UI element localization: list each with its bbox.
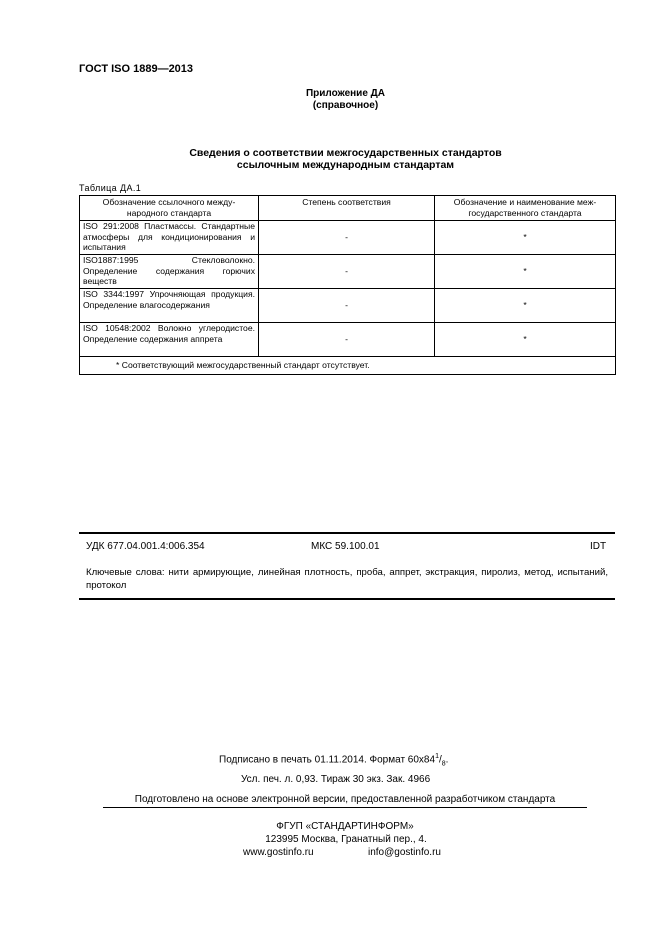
cell-interstate: * <box>435 323 616 357</box>
keywords: Ключевые слова: нити армирующие, линейная плотность, проба, аппрет, экстракция, пиролиз, метод, испытаний, протокол <box>86 567 608 591</box>
column-header-reference: Обозначение ссылочного между-народного стандарта <box>80 196 259 221</box>
appendix-title: Приложение ДА <box>305 88 386 99</box>
publisher-website[interactable]: www.gostinfo.ru <box>243 847 314 858</box>
table-caption: Таблица ДА.1 <box>79 183 142 193</box>
section-title <box>0 147 661 171</box>
table-header-row <box>80 196 616 221</box>
appendix-heading <box>0 88 661 112</box>
prepared-divider <box>103 807 587 808</box>
standard-designation: ГОСТ ISO 1889—2013 <box>79 63 194 75</box>
appendix-subtitle: (справочное) <box>312 100 379 111</box>
cell-interstate: * <box>435 255 616 289</box>
format-numerator: 1 <box>435 753 439 760</box>
cell-reference: ISO 3344:1997 Упрочняющая продукция. Определение влагосодержания <box>80 289 259 323</box>
cell-reference: ISO1887:1995 Стекловолокно. Определение содержания горючих веществ <box>80 255 259 289</box>
correspondence-table <box>79 195 616 375</box>
publisher-address: 123995 Москва, Гранатный пер., 4. <box>265 834 427 845</box>
cell-degree: - <box>259 221 435 255</box>
table-row <box>80 221 616 255</box>
cell-reference: ISO 10548:2002 Волокно углеродистое. Определение содержания аппрета <box>80 323 259 357</box>
mks-code: МКС 59.100.01 <box>311 541 380 552</box>
signed-text: Подписано в печать 01.11.2014. Формат 60x84 <box>219 754 436 766</box>
table-footnote: * Соответствующий межгосударственный стандарт отсутствует. <box>80 357 616 375</box>
format-denominator: 8 <box>441 760 446 768</box>
table-row <box>80 289 616 323</box>
divider-top <box>79 532 615 534</box>
publisher-email[interactable]: info@gostinfo.ru <box>368 847 441 858</box>
table-row <box>80 323 616 357</box>
section-title-line1: Сведения о соответствии межгосударственных стандартов <box>189 147 502 159</box>
signed-line: Подписано в печать 01.11.2014. Формат $60x84^1/_8$. <box>219 753 449 768</box>
idt-label: IDT <box>590 541 607 552</box>
print-info: Усл. печ. л. 0,93. Тираж 30 экз. Зак. 4966 <box>241 774 431 785</box>
table-footnote-row <box>80 357 616 375</box>
cell-degree: - <box>259 255 435 289</box>
prepared-note: Подготовлено на основе электронной версии, предоставленной разработчиком стандарта <box>134 794 556 805</box>
cell-degree: - <box>259 323 435 357</box>
cell-interstate: * <box>435 289 616 323</box>
divider-bottom <box>79 598 615 600</box>
publisher: ФГУП «СТАНДАРТИНФОРМ» <box>276 821 414 832</box>
cell-interstate: * <box>435 221 616 255</box>
column-header-degree: Степень соответствия <box>259 196 435 221</box>
cell-degree: - <box>259 289 435 323</box>
column-header-interstate: Обозначение и наименование меж-государственного стандарта <box>435 196 616 221</box>
cell-reference: ISO 291:2008 Пластмассы. Стандартные атмосферы для кондиционирования и испытания <box>80 221 259 255</box>
section-title-line2: ссылочным международным стандартам <box>236 159 455 171</box>
table-row <box>80 255 616 289</box>
udk-code: УДК 677.04.001.4:006.354 <box>86 541 205 552</box>
